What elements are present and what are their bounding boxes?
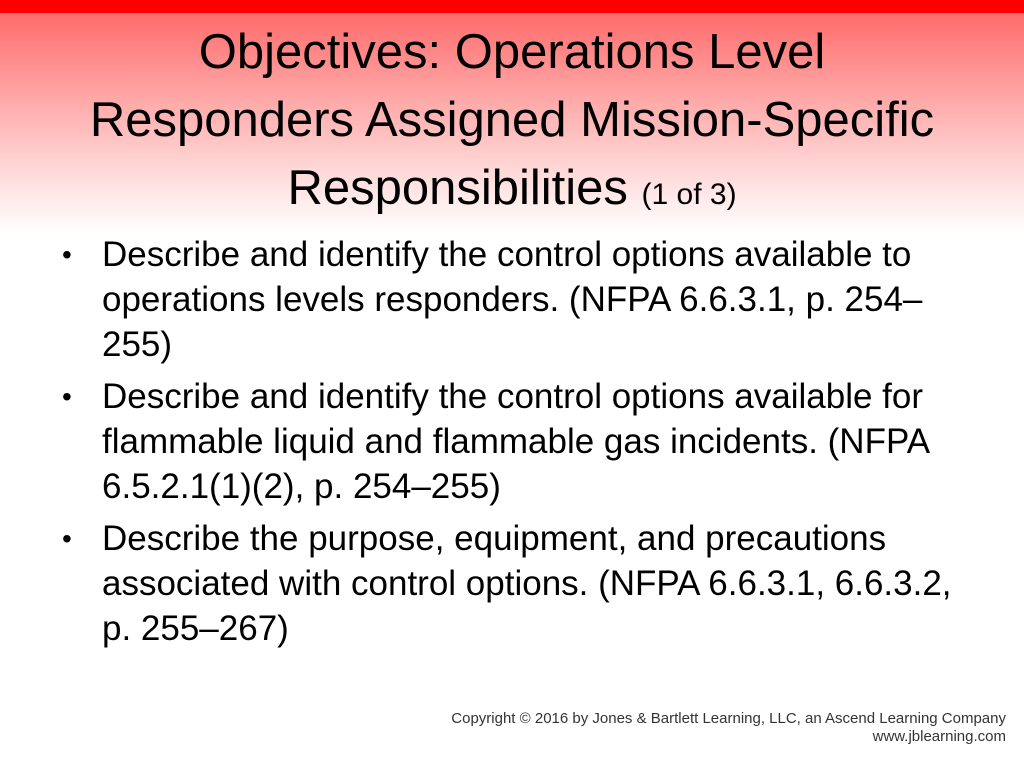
bullet-dot-icon: • — [62, 523, 72, 554]
bullet-text: Describe and identify the control options available to operations levels responders. (NFPA 6.6.3.1, p. 254–255) — [102, 235, 923, 364]
bullet-dot-icon: • — [62, 381, 72, 412]
bullet-text: Describe the purpose, equipment, and precautions associated with control options. (NFPA 6.6.3.1, 6.6.3.2, p. 255–267) — [102, 519, 952, 648]
slide-title-suffix: (1 of 3) — [641, 178, 737, 211]
bullet-list — [62, 232, 962, 658]
copyright-notice — [451, 710, 1006, 746]
bullet-item — [62, 374, 962, 509]
top-accent-bar — [0, 0, 1024, 13]
bullet-dot-icon: • — [62, 239, 72, 270]
bullet-item — [62, 516, 962, 651]
bullet-text: Describe and identify the control options available for flammable liquid and flammable gas incidents. (NFPA 6.5.2.1(1)(2), p. 254–255) — [102, 377, 929, 506]
slide-title-main: Objectives: Operations Level Responders Assigned Mission-Specific Responsibilities — [89, 25, 935, 215]
copyright-text: Copyright © 2016 by Jones & Bartlett Learning, LLC, an Ascend Learning Company — [451, 710, 1006, 727]
bullet-item — [62, 232, 962, 367]
slide-title — [60, 18, 964, 229]
publisher-website: www.jblearning.com — [872, 728, 1006, 745]
